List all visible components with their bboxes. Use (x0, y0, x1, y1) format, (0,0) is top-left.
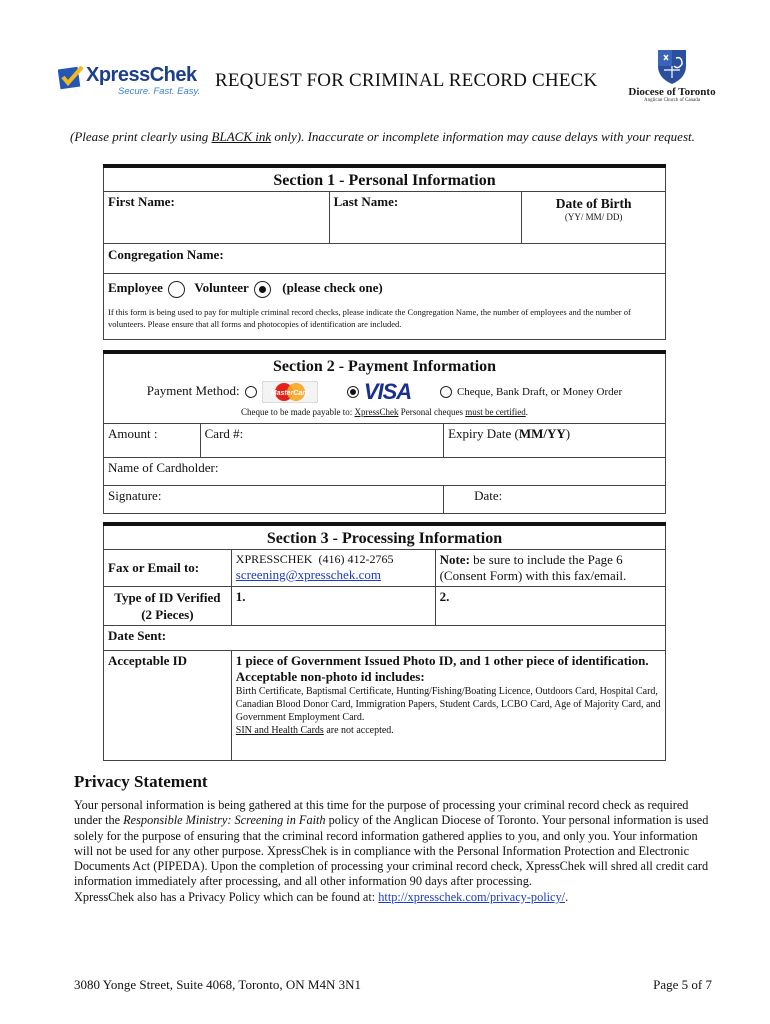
cardholder-name-field[interactable]: Name of Cardholder: (104, 457, 666, 485)
dob-field[interactable]: Date of Birth (YY/ MM/ DD) (522, 192, 666, 244)
date-sent-field[interactable]: Date Sent: (104, 626, 666, 651)
diocese-logo (622, 46, 722, 108)
diocese-subtitle: Anglican Church of Canada (644, 98, 700, 103)
mastercard-icon (262, 381, 318, 403)
section-1-title: Section 1 - Personal Information (104, 166, 666, 192)
section-3-table (103, 522, 666, 761)
page-number: Page 5 of 7 (653, 977, 712, 992)
multiple-checks-note: If this form is being used to pay for multiple criminal record checks, please indicate the Congregation Name, the number of employees and the number of volunteers. Please ensure that all forms and photocopies of identification are included. (108, 306, 631, 329)
payment-method-label: Payment Method: (146, 382, 240, 398)
document-title: REQUEST FOR CRIMINAL RECORD CHECK (215, 70, 598, 91)
visa-radio[interactable] (347, 386, 359, 398)
expiry-date-field[interactable]: Expiry Date (MM/YY) (444, 423, 666, 457)
privacy-policy-line: XpressChek also has a Privacy Policy which can be found at: http://xpresschek.com/privacy-policy/. (74, 889, 569, 904)
first-name-field[interactable]: First Name: (104, 192, 330, 244)
fax-email-label: Fax or Email to: (104, 550, 232, 587)
acceptable-id-label: Acceptable ID (104, 651, 232, 761)
acceptable-id-details: 1 piece of Government Issued Photo ID, and 1 other piece of identification. Acceptable non-photo id includes: Birth Certificate, Baptismal Certificate, Hunting/Fishing/Boating Licence, Outdoors Card, Hospital Card, Canadian Blood Donor Card, Immigration Papers, Student Cards, LCBO Card, Age of Majority Card, and Government Employment Card. SIN and Health Cards are not accepted. (231, 651, 665, 761)
employment-type-row: Employee Volunteer (please check one) If this form is being used to pay for multiple criminal record checks, please indicate the Congregation Name, the number of employees and the number of volunteers. Please ensure that all forms and photocopies of identification are included. (104, 274, 666, 340)
visa-logo: VISA (363, 379, 412, 404)
id-1-field[interactable]: 1. (231, 587, 435, 626)
payment-method-row (104, 377, 666, 423)
diocese-name: Diocese of Toronto (628, 86, 716, 98)
section-3-title: Section 3 - Processing Information (104, 524, 666, 550)
congregation-field[interactable]: Congregation Name: (104, 244, 666, 274)
svg-text:MasterCard: MasterCard (270, 390, 310, 397)
cheque-radio[interactable] (440, 386, 452, 398)
xpresschek-logo (58, 64, 208, 98)
cheque-note: Cheque to be made payable to: XpressChek Personal cheques must be certified. (241, 407, 528, 417)
brand-name: XpressChek (86, 64, 197, 86)
id-verified-label: Type of ID Verified (2 Pieces) (104, 587, 232, 626)
print-instructions: (Please print clearly using BLACK ink only). Inaccurate or incomplete information may cause delays with your request. (70, 129, 695, 144)
employee-radio[interactable] (168, 281, 185, 298)
privacy-title: Privacy Statement (74, 772, 208, 791)
consent-note: Note: be sure to include the Page 6 (Consent Form) with this fax/email. (435, 550, 665, 587)
privacy-statement (74, 772, 714, 905)
contact-email-link[interactable]: screening@xpresschek.com (235, 567, 381, 582)
section-1-table (103, 164, 666, 340)
date-field[interactable]: Date: (444, 485, 666, 513)
cheque-label: Cheque, Bank Draft, or Money Order (456, 385, 623, 398)
footer-address: 3080 Yonge Street, Suite 4068, Toronto, ON M4N 3N1 (74, 977, 362, 992)
brand-tagline: Secure. Fast. Easy. (118, 86, 201, 97)
signature-field[interactable]: Signature: (104, 485, 444, 513)
card-number-field[interactable]: Card #: (200, 423, 443, 457)
amount-field[interactable]: Amount : (104, 423, 201, 457)
mastercard-radio[interactable] (245, 386, 257, 398)
xpresschek-contact: XPRESSCHEK (416) 412-2765 screening@xpresschek.com (231, 550, 435, 587)
last-name-field[interactable]: Last Name: (329, 192, 522, 244)
volunteer-radio[interactable] (254, 281, 271, 298)
checkmark-icon (58, 64, 84, 90)
privacy-policy-link[interactable]: http://xpresschek.com/privacy-policy/ (378, 889, 566, 904)
crest-icon (652, 46, 692, 86)
privacy-paragraph: Your personal information is being gathered at this time for the purpose of processing your criminal record check as required under the Responsible Ministry: Screening in Faith policy of the Anglican Diocese of Toronto. Your personal information is used solely for the purpose of ensuring that the criminal record information gathered applies to you, and only you. Your information will not be used for any other purpose. XpressChek is in compliance with the Personal Information Protection and Electronic Documents Act (PIPEDA). Upon the completion of processing your criminal record check, XpressChek will shred all credit card information immediately after processing, and all other information 90 days after processing. (74, 798, 709, 889)
id-2-field[interactable]: 2. (435, 587, 665, 626)
section-2-table (103, 350, 666, 514)
section-2-title: Section 2 - Payment Information (104, 352, 666, 377)
